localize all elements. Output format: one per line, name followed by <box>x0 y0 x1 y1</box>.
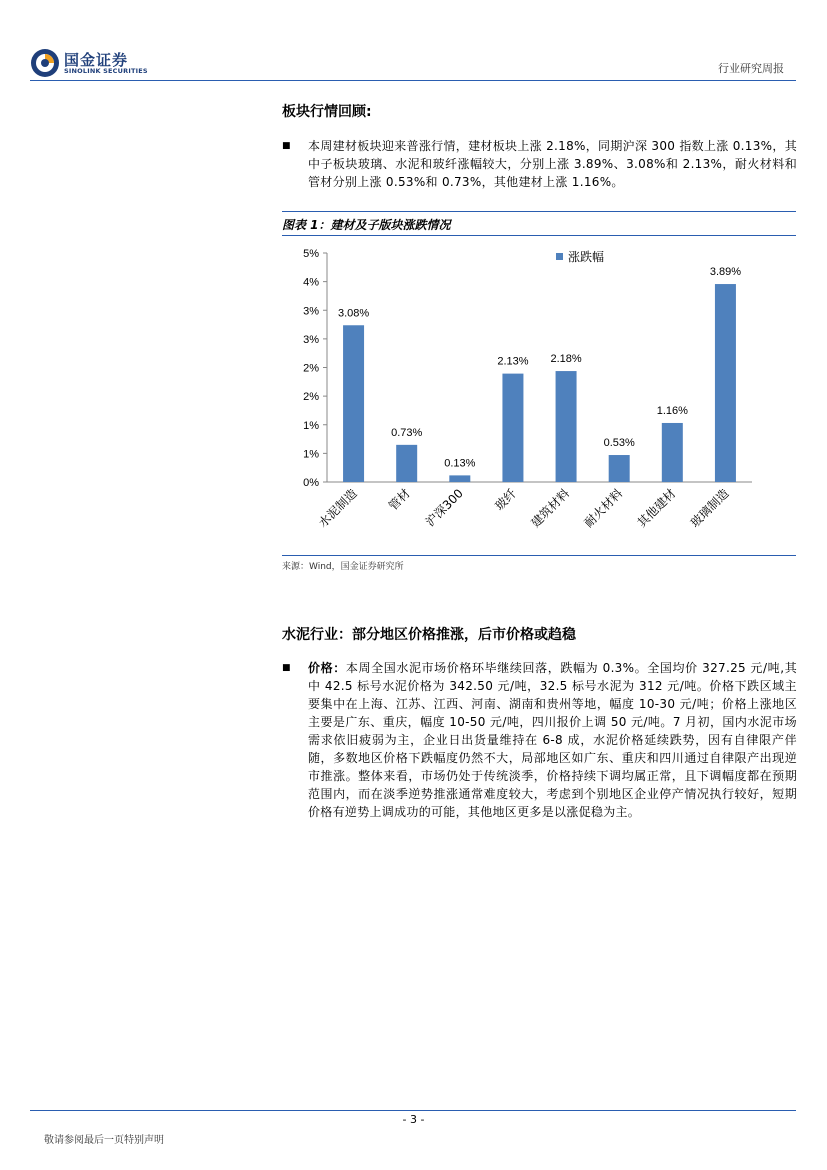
legend <box>556 249 604 264</box>
y-tick-label: 3% <box>303 305 319 318</box>
bar <box>396 445 417 482</box>
header-divider <box>30 80 796 81</box>
figure-source: 来源：Wind，国金证券研究所 <box>282 562 404 572</box>
legend-swatch <box>556 253 563 260</box>
data-label: 1.16% <box>656 404 688 417</box>
x-tick-label: 建筑材料 <box>528 486 573 531</box>
bullet-square-icon: ■ <box>282 663 291 673</box>
x-tick-label: 其他建材 <box>634 486 679 531</box>
figure-title-rule <box>282 235 796 236</box>
bullet-square-icon: ■ <box>282 141 291 151</box>
x-tick-label: 水泥制造 <box>315 486 360 531</box>
y-tick-label: 3% <box>303 333 319 346</box>
y-tick-label: 2% <box>303 362 319 375</box>
data-label: 3.08% <box>337 307 370 320</box>
y-axis <box>303 248 752 489</box>
data-label: 2.13% <box>497 355 529 368</box>
y-tick-label: 1% <box>303 419 319 432</box>
bar <box>556 371 577 482</box>
logo-text-en: SINOLINK SECURITIES <box>64 67 148 75</box>
sector-performance-bar-chart <box>282 238 796 554</box>
y-tick-label: 1% <box>303 448 319 461</box>
bullet-text: 本周建材板块迎来普涨行情，建材板块上涨 2.18%，同期沪深 300 指数上涨 0.13%，其中子板块玻璃、水泥和玻纤涨幅较大，分别上涨 3.89%、3.08%和 2.13%，耐火材料和管材分别上涨 0.53%和 0.73%，其他建材上涨 1.16%。 <box>308 139 797 189</box>
bar <box>715 284 736 482</box>
figure-title: 图表 1：建材及子版块涨跌情况 <box>282 218 451 232</box>
y-tick-label: 4% <box>303 276 319 289</box>
page-number: - 3 - <box>402 1113 425 1126</box>
x-tick-label: 玻璃制造 <box>687 486 732 531</box>
disclaimer-note: 敬请参阅最后一页特别声明 <box>44 1135 164 1146</box>
bullet-cement-price <box>282 659 797 821</box>
bar <box>609 455 630 482</box>
data-label: 3.89% <box>709 266 742 279</box>
data-label: 2.18% <box>550 353 582 366</box>
data-label: 0.73% <box>391 426 423 439</box>
x-tick-label: 耐火材料 <box>581 486 626 531</box>
bars <box>343 284 736 482</box>
y-tick-label: 0% <box>303 477 319 489</box>
figure-top-rule <box>282 211 796 212</box>
x-tick-label: 玻纤 <box>492 486 520 514</box>
bar <box>502 374 523 482</box>
data-label: 0.53% <box>603 437 635 450</box>
legend-label: 涨跌幅 <box>568 250 605 264</box>
figure-bottom-rule <box>282 555 796 556</box>
bullet-label: 价格： <box>308 661 346 675</box>
x-tick-labels <box>315 486 731 531</box>
bullet-market-review <box>282 137 797 191</box>
y-tick-label: 5% <box>303 248 319 260</box>
data-label: 0.13% <box>444 457 476 470</box>
bar <box>662 423 683 482</box>
x-tick-label: 管材 <box>385 486 413 514</box>
x-tick-label: 沪深300 <box>422 486 466 530</box>
bullet-text <box>308 659 797 821</box>
bullet-body: 本周全国水泥市场价格环毕继续回落，跌幅为 0.3%。全国均价 327.25 元/吨,其中 42.5 标号水泥价格为 342.50 元/吨，32.5 标号水泥为 312 元/吨。价格下跌区域主要集中在上海、江苏、江西、河南、湖南和贵州等地，幅度 10-30 元/吨；价格上涨地区主要是广东、重庆，幅度 10-50 元/吨，四川报价上调 50 元/吨。7 月初，国内水泥市场需求依旧疲弱为主，企业日出货量维持在 6-8 成，水泥价格延续跌势，因有自律限产伴随，多数地区价格下跌幅度仍然不大，局部地区如广东、重庆和四川通过自律限产出现逆市推涨。整体来看，市场仍处于传统淡季，价格持续下调均属正常，且下调幅度都在预期范围内，而在淡季逆势推涨通常难度较大，考虑到个别地区企业停产情况执行较好，短期价格有逆势上调成功的可能，其他地区更多是以涨促稳为主。 <box>308 661 797 819</box>
report-type-label: 行业研究周报 <box>718 62 784 75</box>
sinolink-logo-icon <box>30 48 60 78</box>
footer-divider <box>30 1110 796 1111</box>
y-tick-label: 2% <box>303 391 319 404</box>
section-heading-cement: 水泥行业：部分地区价格推涨，后市价格或趋稳 <box>282 627 576 643</box>
bar <box>449 475 470 482</box>
logo-text-cn: 国金证券 <box>64 51 129 69</box>
bar <box>343 325 364 482</box>
section-heading-market-review: 板块行情回顾: <box>282 104 372 120</box>
